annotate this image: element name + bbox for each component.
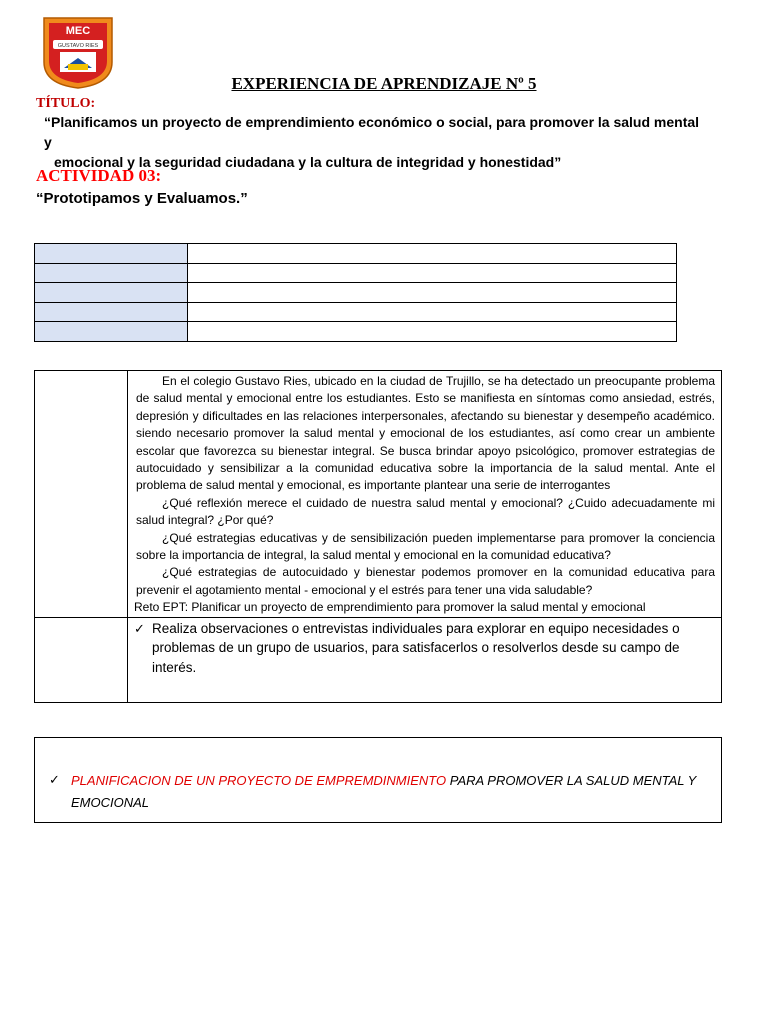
titulo-line-1: “Planificamos un proyecto de emprendimiento económico o social, para promover la salud mental y bbox=[44, 114, 700, 150]
situation-table bbox=[34, 370, 722, 703]
titulo-line-2: emocional y la seguridad ciudadana y la cultura de integridad y honestidad” bbox=[54, 154, 562, 170]
info-label-cell bbox=[35, 283, 188, 303]
question-1: ¿Qué reflexión merece el cuidado de nuestra salud mental y emocional? ¿Cuido adecuadamente mi salud integral? ¿Por qué? bbox=[136, 495, 715, 528]
criterion-content-cell bbox=[128, 617, 722, 702]
info-row bbox=[35, 263, 677, 283]
info-row bbox=[35, 302, 677, 322]
activity-name: “Prototipamos y Evaluamos.” bbox=[36, 190, 248, 207]
info-row bbox=[35, 283, 677, 303]
info-table bbox=[34, 243, 677, 342]
situation-paragraph: En el colegio Gustavo Ries, ubicado en la ciudad de Trujillo, se ha detectado un preocupante problema de salud mental y emocional entre los estudiantes. Esto se manifiesta en síntomas como ansiedad, estrés, depresión y dificultades en las relaciones interpersonales, afectando su bienestar y desempeño académico. siendo necesario promover la salud mental y emocional de los estudiantes, así como crear un ambiente escolar que favorezca su bienestar integral. Se busca brindar apoyo psicológico, promover estrategias de autocuidado y sensibilizar a la comunidad educativa sobre la importancia de la salud mental. Ante el problema de salud mental y emocional, es importante plantear una serie de interrogantes bbox=[136, 374, 715, 493]
page-title: EXPERIENCIA DE APRENDIZAJE Nº 5 bbox=[231, 74, 537, 93]
situation-content-cell bbox=[128, 371, 722, 618]
planning-red-text: PLANIFICACION DE UN PROYECTO DE EMPREMDINMIENTO bbox=[71, 773, 447, 788]
info-value-cell[interactable] bbox=[188, 263, 677, 283]
info-value-cell[interactable] bbox=[188, 322, 677, 342]
reto-ept: Reto EPT: Planificar un proyecto de emprendimiento para promover la salud mental y emocional bbox=[134, 600, 646, 615]
check-mark-icon: ✓ bbox=[49, 772, 60, 787]
situation-label-cell bbox=[35, 371, 128, 618]
svg-text:MEC: MEC bbox=[65, 25, 91, 37]
check-mark-icon: ✓ bbox=[134, 620, 145, 636]
info-label-cell bbox=[35, 302, 188, 322]
situation-row bbox=[35, 371, 722, 618]
info-value-cell[interactable] bbox=[188, 244, 677, 264]
info-value-cell[interactable] bbox=[188, 283, 677, 303]
criterion-text: Realiza observaciones o entrevistas individuales para explorar en equipo necesidades o problemas de un grupo de usuarios, para satisfacerlos o resolverlos desde su campo de interés. bbox=[152, 620, 680, 675]
criterion-row bbox=[35, 617, 722, 702]
info-value-cell[interactable] bbox=[188, 302, 677, 322]
activity-label: ACTIVIDAD 03: bbox=[36, 166, 162, 185]
info-row bbox=[35, 244, 677, 264]
planning-box bbox=[34, 737, 722, 823]
info-label-cell bbox=[35, 244, 188, 264]
titulo-text bbox=[44, 112, 704, 172]
info-row bbox=[35, 322, 677, 342]
question-2: ¿Qué estrategias educativas y de sensibilización pueden implementarse para promover la conciencia sobre la importancia de integral, la salud mental y emocional en la comunidad educativa? bbox=[136, 530, 715, 563]
info-label-cell bbox=[35, 322, 188, 342]
planning-text bbox=[71, 770, 711, 814]
svg-text:GUSTAVO RIES: GUSTAVO RIES bbox=[57, 43, 99, 49]
planning-black-text: PARA PROMOVER LA SALUD MENTAL Y EMOCIONAL bbox=[71, 773, 697, 810]
titulo-label: TÍTULO: bbox=[36, 96, 96, 111]
question-3: ¿Qué estrategias de autocuidado y bienestar podemos promover en la comunidad educativa para prevenir el agotamiento mental - emocional y el estrés para tener una vida saludable? bbox=[136, 565, 715, 597]
criterion-label-cell bbox=[35, 617, 128, 702]
info-label-cell bbox=[35, 263, 188, 283]
